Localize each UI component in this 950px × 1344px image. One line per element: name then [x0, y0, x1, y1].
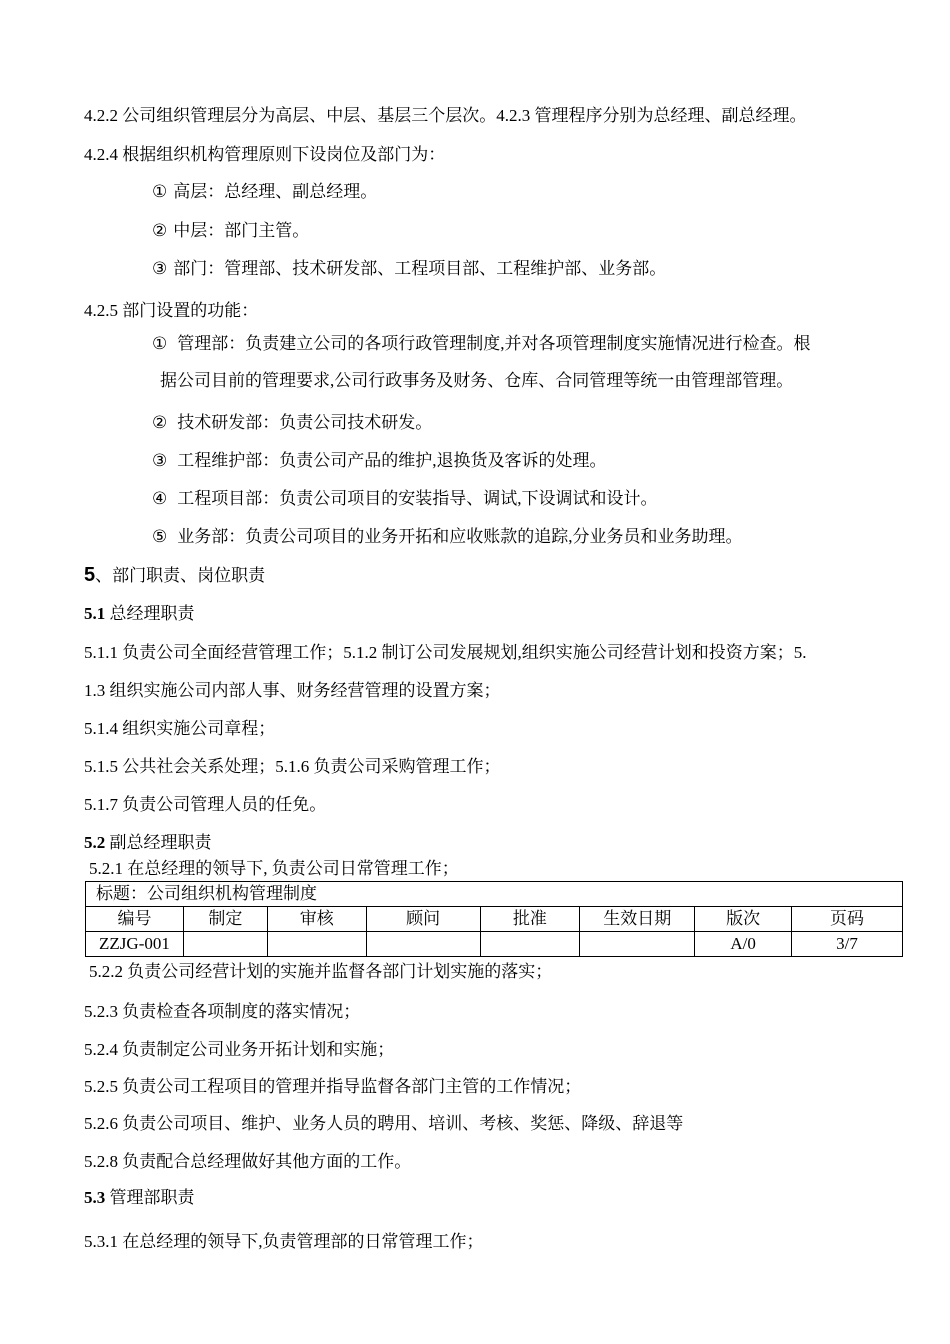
heading-title: 管理部职责 — [105, 1188, 195, 1207]
column-header: 顾问 — [366, 907, 480, 932]
list-text: 部门：管理部、技术研发部、工程项目部、工程维护部、业务部。 — [173, 259, 667, 278]
list-number: ⑤ — [152, 527, 168, 546]
table-cell — [480, 932, 580, 957]
list-text: 中层：部门主管。 — [173, 221, 310, 240]
list-item-continuation: 据公司目前的管理要求,公司行政事务及财务、仓库、合同管理等统一由管理部管理。 — [160, 371, 794, 390]
heading-number: 5.2 — [84, 833, 106, 852]
list-number: ② — [152, 413, 168, 432]
column-header: 批准 — [480, 907, 580, 932]
column-header: 页码 — [792, 907, 903, 932]
paragraph-5-1-3: 1.3 组织实施公司内部人事、财务经营管理的设置方案； — [84, 681, 501, 700]
heading-5-2 — [84, 833, 212, 853]
table-cell: 3/7 — [792, 932, 903, 957]
column-header: 编号 — [86, 907, 184, 932]
paragraph-5-1-5: 5.1.5 公共社会关系处理；5.1.6 负责公司采购管理工作； — [84, 757, 501, 776]
column-header: 审核 — [267, 907, 366, 932]
list-item — [152, 334, 811, 354]
list-number: ③ — [152, 451, 168, 470]
paragraph-5-1-7: 5.1.7 负责公司管理人员的任免。 — [84, 795, 327, 814]
column-header: 生效日期 — [580, 907, 695, 932]
list-item — [152, 489, 658, 509]
table-title: 标题：公司组织机构管理制度 — [86, 882, 903, 907]
paragraph-5-2-3: 5.2.3 负责检查各项制度的落实情况； — [84, 1002, 361, 1021]
list-number: ② — [152, 221, 168, 240]
paragraph-5-2-5: 5.2.5 负责公司工程项目的管理并指导监督各部门主管的工作情况； — [84, 1077, 582, 1096]
table-cell — [580, 932, 695, 957]
table-cell: A/0 — [695, 932, 792, 957]
column-header: 版次 — [695, 907, 792, 932]
table-header-row — [86, 907, 903, 932]
paragraph-5-3-1: 5.3.1 在总经理的领导下,负责管理部的日常管理工作； — [84, 1232, 484, 1251]
paragraph-5-2-8: 5.2.8 负责配合总经理做好其他方面的工作。 — [84, 1152, 412, 1171]
list-number: ④ — [152, 489, 168, 508]
heading-number: 5.3 — [84, 1188, 106, 1207]
list-item — [152, 221, 309, 241]
document-header-table — [85, 881, 903, 957]
column-header: 制定 — [183, 907, 267, 932]
list-number: ③ — [152, 259, 168, 278]
paragraph-5-2-2: 5.2.2 负责公司经营计划的实施并监督各部门计划实施的落实； — [89, 962, 553, 981]
heading-number: 5.1 — [84, 604, 106, 623]
section-title: 、部门职责、岗位职责 — [95, 566, 266, 585]
list-number: ① — [152, 182, 168, 201]
paragraph-5-2-6: 5.2.6 负责公司项目、维护、业务人员的聘用、培训、考核、奖惩、降级、辞退等 — [84, 1114, 684, 1133]
paragraph-4-2-4: 4.2.4 根据组织机构管理原则下设岗位及部门为： — [84, 145, 446, 164]
paragraph-5-1-4: 5.1.4 组织实施公司章程； — [84, 719, 276, 738]
paragraph-4-2-5: 4.2.5 部门设置的功能： — [84, 301, 259, 320]
table-cell — [183, 932, 267, 957]
heading-5-1 — [84, 604, 195, 624]
paragraph-4-2-2: 4.2.2 公司组织管理层分为高层、中层、基层三个层次。4.2.3 管理程序分别为总经理、副总经理。 — [84, 106, 807, 125]
list-item — [152, 259, 666, 279]
list-text: 工程维护部：负责公司产品的维护,退换货及客诉的处理。 — [177, 451, 607, 470]
list-text: 技术研发部：负责公司技术研发。 — [177, 413, 433, 432]
table-cell — [267, 932, 366, 957]
list-text: 业务部：负责公司项目的业务开拓和应收账款的追踪,分业务员和业务助理。 — [177, 527, 743, 546]
list-text: 高层：总经理、副总经理。 — [173, 182, 378, 201]
list-text: 管理部：负责建立公司的各项行政管理制度,并对各项管理制度实施情况进行检查。根 — [177, 334, 811, 353]
paragraph-5-1-1: 5.1.1 负责公司全面经营管理工作；5.1.2 制订公司发展规划,组织实施公司经营计划和投资方案；5. — [84, 643, 807, 662]
paragraph-5-2-4: 5.2.4 负责制定公司业务开拓计划和实施； — [84, 1040, 395, 1059]
heading-title: 总经理职责 — [105, 604, 195, 623]
paragraph-5-2-1: 5.2.1 在总经理的领导下, 负责公司日常管理工作； — [89, 859, 459, 878]
table-cell — [366, 932, 480, 957]
list-number: ① — [152, 334, 168, 353]
heading-title: 副总经理职责 — [105, 833, 212, 852]
list-text: 工程项目部：负责公司项目的安装指导、调试,下设调试和设计。 — [177, 489, 658, 508]
list-item — [152, 182, 377, 202]
list-item — [152, 527, 743, 547]
section-number: 5 — [84, 564, 96, 586]
heading-5-3 — [84, 1188, 195, 1208]
list-item — [152, 413, 432, 433]
list-item — [152, 451, 607, 471]
section-5-heading — [84, 565, 265, 586]
table-row — [86, 932, 903, 957]
table-title-row — [86, 882, 903, 907]
table-cell: ZZJG-001 — [86, 932, 184, 957]
